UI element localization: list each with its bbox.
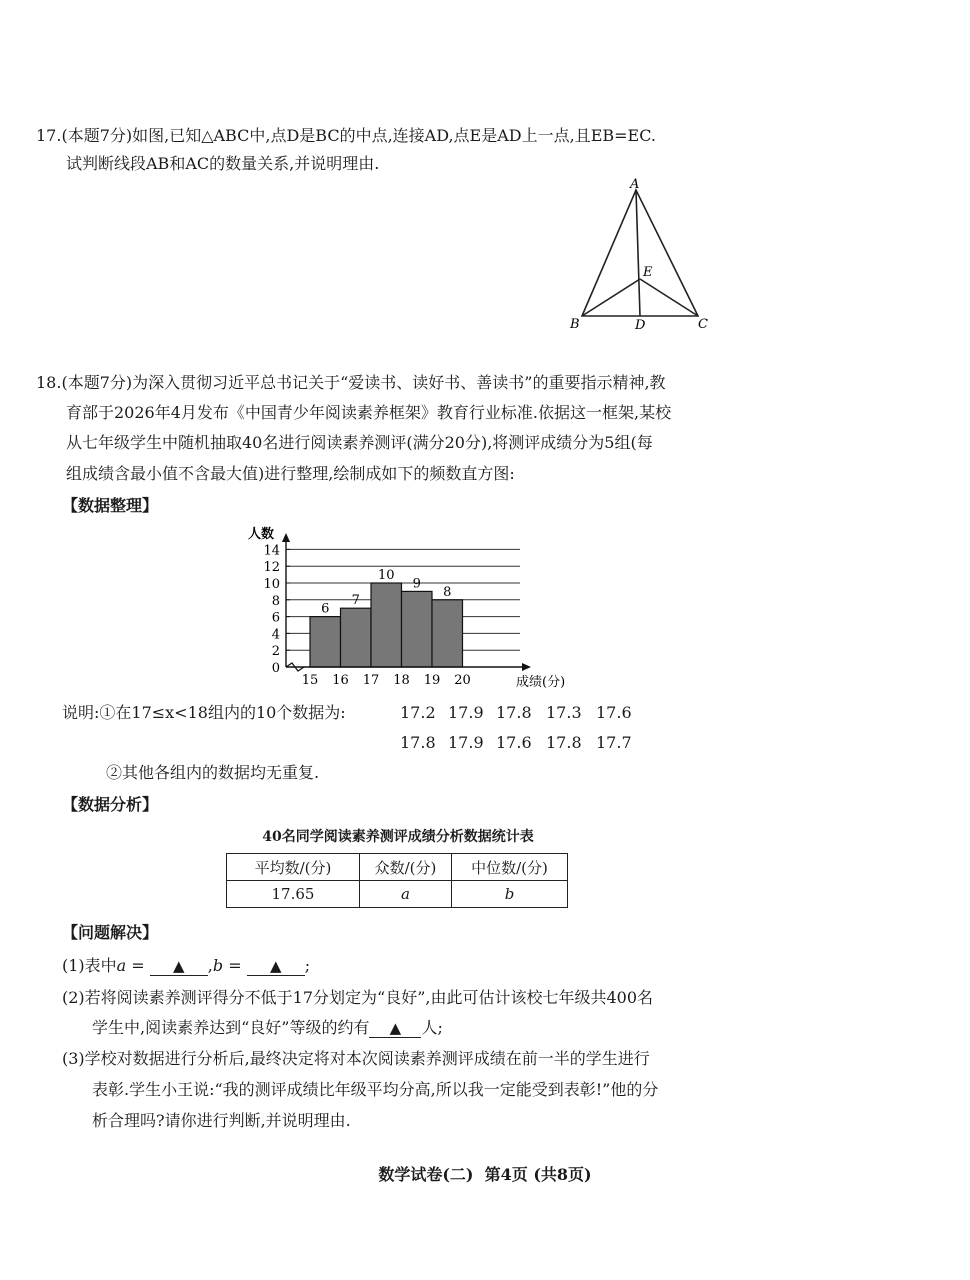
note-value: 17.7 bbox=[596, 733, 632, 752]
separator: , bbox=[207, 956, 213, 975]
note-2: ②其他各组内的数据均无重复. bbox=[106, 763, 320, 782]
part-2-prefix: 学生中,阅读素养达到“良好”等级的约有 bbox=[92, 1018, 370, 1037]
y-tick-label: 14 bbox=[263, 543, 280, 559]
note-value: 17.2 bbox=[400, 703, 436, 722]
x-tick-label: 17 bbox=[362, 673, 380, 688]
header-mean: 平均数/(分) bbox=[227, 854, 360, 881]
var-a: a bbox=[116, 956, 127, 975]
note-value: 17.9 bbox=[448, 733, 484, 752]
var-b: b bbox=[212, 956, 224, 975]
y-tick-label: 6 bbox=[271, 610, 280, 626]
y-tick-label: 4 bbox=[271, 627, 280, 643]
value-mode: a bbox=[360, 881, 452, 908]
note-value: 17.6 bbox=[496, 733, 532, 752]
triangle-figure bbox=[560, 172, 730, 337]
histogram-bar bbox=[432, 600, 463, 667]
label-c: C bbox=[698, 317, 708, 332]
value-median: b bbox=[452, 881, 568, 908]
part-2-line-1: (2)若将阅读素养测评得分不低于17分划定为“良好”,由此可估计该校七年级共400名 bbox=[62, 988, 654, 1007]
note-value: 17.8 bbox=[496, 703, 532, 722]
part-3-line-1: (3)学校对数据进行分析后,最终决定将对本次阅读素养测评成绩在前一半的学生进行 bbox=[62, 1049, 650, 1068]
part-3-line-2: 表彰.学生小王说:“我的测评成绩比年级平均分高,所以我一定能受到表彰!”他的分 bbox=[92, 1080, 659, 1099]
header-median: 中位数/(分) bbox=[452, 854, 568, 881]
y-axis-arrow bbox=[282, 533, 290, 542]
bar-value-label: 7 bbox=[351, 593, 360, 609]
x-tick-label: 16 bbox=[332, 673, 349, 688]
bar-value-label: 9 bbox=[412, 576, 421, 592]
bar-value-label: 6 bbox=[321, 601, 330, 617]
segment-ad bbox=[636, 190, 640, 316]
histogram-bar bbox=[402, 591, 433, 667]
note-value: 17.8 bbox=[546, 733, 582, 752]
label-d: D bbox=[635, 318, 646, 333]
header-mode: 众数/(分) bbox=[360, 854, 452, 881]
label-b: B bbox=[570, 317, 580, 332]
part-3-line-3: 析合理吗?请你进行判断,并说明理由. bbox=[92, 1111, 351, 1130]
section-analysis-title: 【数据分析】 bbox=[62, 795, 159, 814]
q17-line-2: 试判断线段AB和AC的数量关系,并说明理由. bbox=[66, 154, 380, 173]
stat-table bbox=[226, 853, 568, 908]
part-1-prefix: (1)表中 bbox=[62, 956, 117, 975]
label-e: E bbox=[643, 265, 653, 280]
note-value: 17.6 bbox=[596, 703, 632, 722]
histogram-bar bbox=[371, 583, 402, 667]
y-tick-label: 8 bbox=[271, 593, 280, 609]
answer-blank-a[interactable]: ▲ bbox=[150, 957, 208, 976]
note-value: 17.3 bbox=[546, 703, 582, 722]
y-tick-label: 10 bbox=[263, 577, 280, 592]
note-1-label: 说明:①在17≤x<18组内的10个数据为: bbox=[62, 703, 346, 722]
part-1 bbox=[62, 955, 310, 977]
q18-line-4: 组成绩含最小值不含最大值)进行整理,绘制成如下的频数直方图: bbox=[66, 464, 515, 483]
x-tick-label: 18 bbox=[393, 673, 410, 688]
equals-sign: = bbox=[126, 956, 150, 975]
y-tick-label: 2 bbox=[271, 644, 280, 660]
section-data-title: 【数据整理】 bbox=[62, 496, 159, 515]
page-footer: 数学试卷(二) 第4页 (共8页) bbox=[378, 1165, 592, 1184]
x-tick-label: 15 bbox=[301, 673, 319, 688]
histogram-bar bbox=[310, 617, 341, 667]
label-a: A bbox=[630, 177, 640, 192]
q18-line-2: 育部于2026年4月发布《中国青少年阅读素养框架》教育行业标准.依据这一框架,某校 bbox=[66, 403, 672, 422]
x-axis-title: 成绩(分) bbox=[516, 675, 566, 690]
histogram-bar bbox=[341, 608, 372, 667]
y-axis-title: 人数 bbox=[248, 527, 275, 542]
note-value: 17.9 bbox=[448, 703, 484, 722]
q18-line-3: 从七年级学生中随机抽取40名进行阅读素养测评(满分20分),将测评成绩分为5组(每 bbox=[66, 433, 653, 452]
part-1-end: ; bbox=[304, 956, 311, 975]
x-tick-label: 19 bbox=[423, 673, 441, 688]
part-2-suffix: 人; bbox=[421, 1018, 443, 1037]
answer-blank-b[interactable]: ▲ bbox=[247, 957, 305, 976]
note-value: 17.8 bbox=[400, 733, 436, 752]
value-mean: 17.65 bbox=[227, 881, 360, 908]
answer-blank-count[interactable]: ▲ bbox=[369, 1019, 421, 1038]
q18-line-1: 18.(本题7分)为深入贯彻习近平总书记关于“爱读书、读好书、善读书”的重要指示精神,教 bbox=[36, 373, 666, 392]
bar-value-label: 8 bbox=[443, 584, 452, 600]
frequency-histogram bbox=[230, 522, 566, 692]
part-2-line-2 bbox=[92, 1017, 443, 1039]
table-title: 40名同学阅读素养测评成绩分析数据统计表 bbox=[262, 829, 534, 845]
table-value-row bbox=[227, 881, 568, 908]
x-tick-label: 20 bbox=[454, 673, 471, 688]
section-solve-title: 【问题解决】 bbox=[62, 923, 159, 942]
equals-sign: = bbox=[223, 956, 247, 975]
x-axis-arrow bbox=[522, 663, 531, 671]
y-tick-label: 12 bbox=[263, 560, 280, 576]
bar-value-label: 10 bbox=[377, 568, 395, 583]
y-tick-label: 0 bbox=[271, 661, 280, 676]
q17-line-1: 17.(本题7分)如图,已知△ABC中,点D是BC的中点,连接AD,点E是AD上一点,且EB=EC. bbox=[36, 126, 656, 145]
table-header-row bbox=[227, 854, 568, 881]
